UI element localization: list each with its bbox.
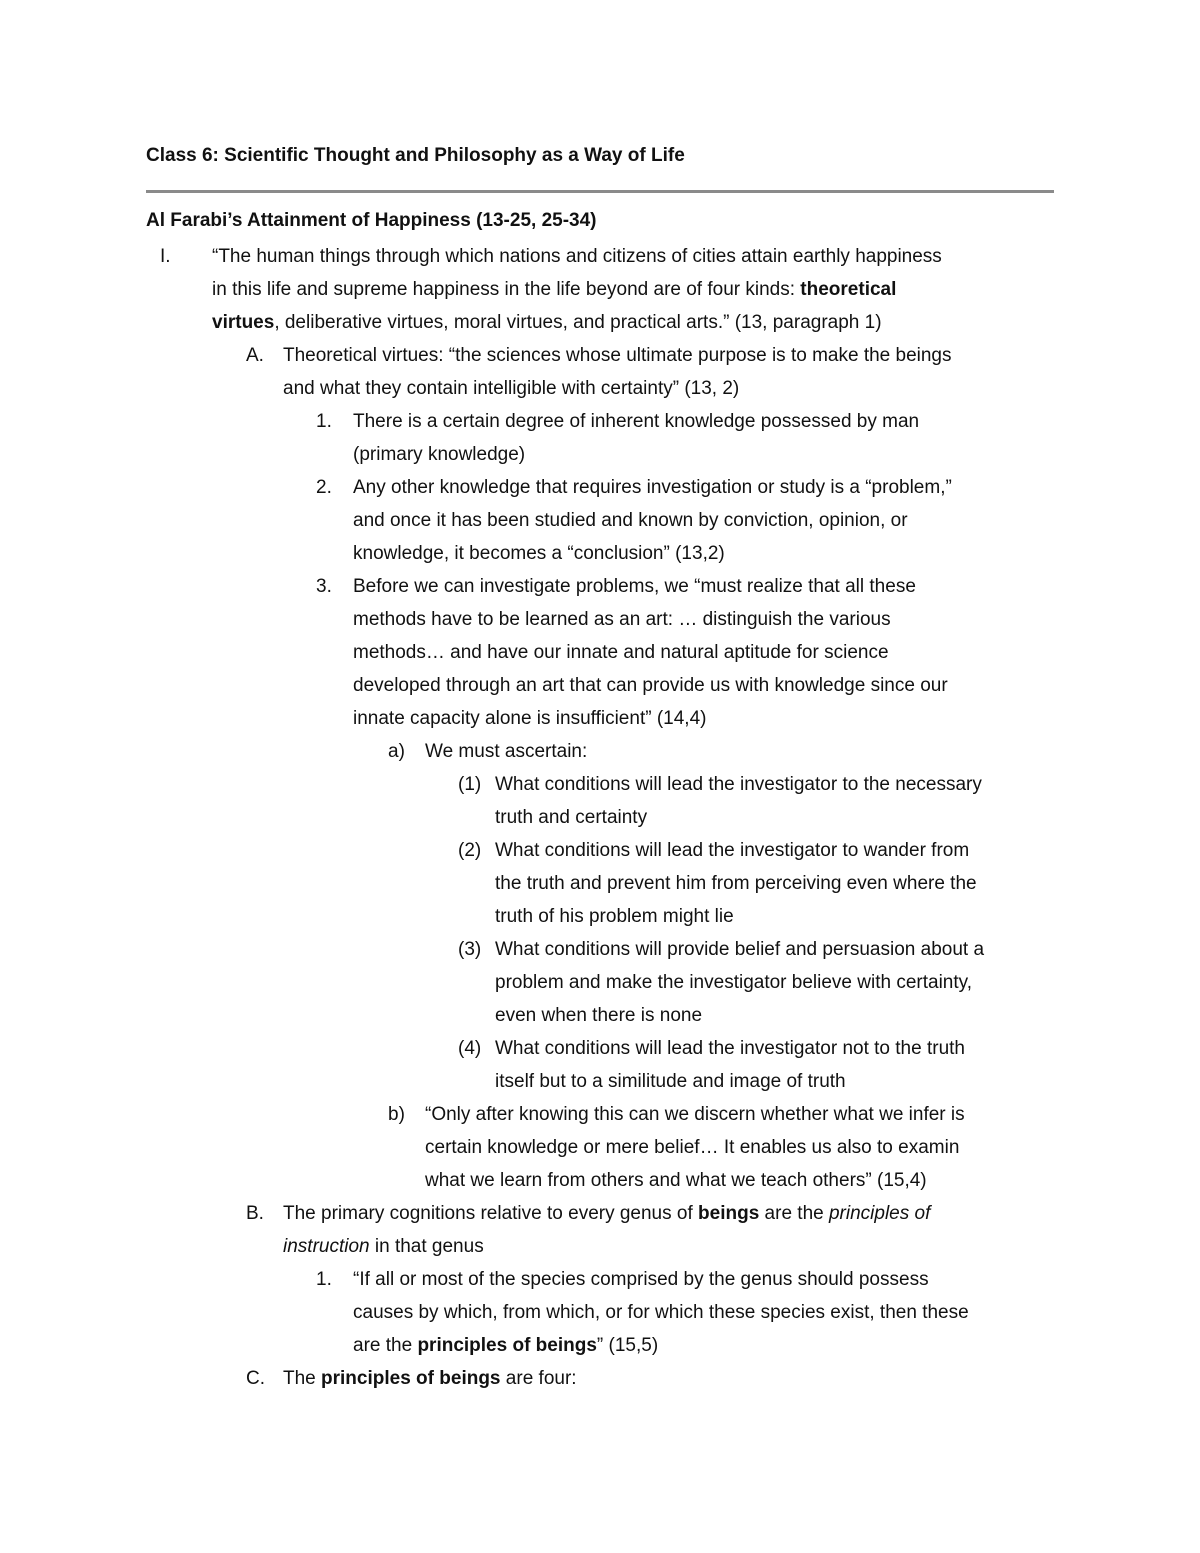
- outline-marker-A: A.: [246, 345, 264, 366]
- outline-A-line-1: Theoretical virtues: “the sciences whose ultimate purpose is to make the beings: [283, 345, 952, 366]
- text-run: , deliberative virtues, moral virtues, and practical arts.” (13, paragraph 1): [274, 312, 882, 333]
- outline-A1-line-1: There is a certain degree of inherent knowledge possessed by man: [353, 411, 920, 432]
- outline-A2-line-3: knowledge, it becomes a “conclusion” (13,2): [353, 543, 725, 564]
- italic-term: instruction: [283, 1236, 370, 1257]
- outline-a4-line-1: What conditions will lead the investigator not to the truth: [495, 1038, 965, 1059]
- outline-marker-A2: 2.: [316, 477, 332, 498]
- bold-term: principles of beings: [321, 1368, 501, 1389]
- outline-A3-line-3: methods… and have our innate and natural aptitude for science: [353, 642, 889, 663]
- outline-marker-B: B.: [246, 1203, 264, 1224]
- text-run: The: [283, 1368, 322, 1389]
- outline-I-line-2: [212, 273, 896, 306]
- outline-marker-C: C.: [246, 1368, 265, 1389]
- text-run: are four:: [500, 1368, 577, 1389]
- outline-marker-A3: 3.: [316, 576, 332, 597]
- bold-term: virtues: [212, 312, 275, 333]
- outline-A3-line-5: innate capacity alone is insufficient” (14,4): [353, 708, 707, 729]
- text-run: are the: [759, 1203, 829, 1224]
- outline-B-line-1: [283, 1197, 930, 1230]
- text-run: are the: [353, 1335, 418, 1356]
- bold-term: beings: [698, 1203, 760, 1224]
- outline-a3-line-1: What conditions will provide belief and persuasion about a: [495, 939, 985, 960]
- outline-marker-a4: (4): [458, 1038, 482, 1059]
- outline-A3-line-2: methods have to be learned as an art: … distinguish the various: [353, 609, 891, 630]
- outline-marker-a3: (3): [458, 939, 482, 960]
- outline-B1-line-2: causes by which, from which, or for which these species exist, then these: [353, 1302, 969, 1323]
- outline-a3-line-2: problem and make the investigator believe with certainty,: [495, 972, 973, 993]
- outline-I-line-3: [212, 306, 882, 339]
- outline-B1-line-3: [353, 1329, 658, 1362]
- horizontal-divider: [146, 190, 1054, 193]
- outline-marker-b: b): [388, 1104, 405, 1125]
- italic-term: principles of: [828, 1203, 931, 1224]
- text-run: The primary cognitions relative to every genus of: [283, 1203, 699, 1224]
- outline-A3-line-1: Before we can investigate problems, we “must realize that all these: [353, 576, 916, 597]
- outline-a-line-1: We must ascertain:: [425, 741, 588, 762]
- outline-a3-line-3: even when there is none: [495, 1005, 703, 1026]
- outline-marker-B1: 1.: [316, 1269, 332, 1290]
- outline-a2-line-3: truth of his problem might lie: [495, 906, 734, 927]
- outline-a2-line-2: the truth and prevent him from perceiving even where the: [495, 873, 977, 894]
- outline-marker-a2: (2): [458, 840, 482, 861]
- bold-term: theoretical: [800, 279, 897, 300]
- outline-marker-I: I.: [160, 246, 171, 267]
- outline-a4-line-2: itself but to a similitude and image of truth: [495, 1071, 846, 1092]
- text-run: ” (15,5): [596, 1335, 659, 1356]
- outline-C-line-1: [283, 1362, 577, 1395]
- outline-b-line-2: certain knowledge or mere belief… It enables us also to examin: [425, 1137, 960, 1158]
- outline-b-line-1: “Only after knowing this can we discern whether what we infer is: [425, 1104, 965, 1125]
- outline-marker-a: a): [388, 741, 405, 762]
- outline-B-line-2: [283, 1230, 484, 1263]
- outline-A3-line-4: developed through an art that can provide us with knowledge since our: [353, 675, 948, 696]
- outline-b-line-3: what we learn from others and what we teach others” (15,4): [425, 1170, 927, 1191]
- text-run: in this life and supreme happiness in the life beyond are of four kinds:: [212, 279, 801, 300]
- outline-a2-line-1: What conditions will lead the investigator to wander from: [495, 840, 970, 861]
- outline-A2-line-2: and once it has been studied and known by conviction, opinion, or: [353, 510, 908, 531]
- outline-marker-A1: 1.: [316, 411, 332, 432]
- page-title: Class 6: Scientific Thought and Philosophy as a Way of Life: [146, 145, 685, 166]
- bold-term: principles of beings: [417, 1335, 597, 1356]
- outline-marker-a1: (1): [458, 774, 482, 795]
- outline-B1-line-1: “If all or most of the species comprised by the genus should possess: [353, 1269, 929, 1290]
- outline-A1-line-2: (primary knowledge): [353, 444, 526, 465]
- outline-I-line-1: “The human things through which nations and citizens of cities attain earthly happiness: [212, 246, 942, 267]
- outline-A-line-2: and what they contain intelligible with certainty” (13, 2): [283, 378, 740, 399]
- outline-a1-line-2: truth and certainty: [495, 807, 648, 828]
- outline-A2-line-1: Any other knowledge that requires investigation or study is a “problem,”: [353, 477, 952, 498]
- section-heading: Al Farabi’s Attainment of Happiness (13-25, 25-34): [146, 210, 597, 231]
- outline-a1-line-1: What conditions will lead the investigator to the necessary: [495, 774, 982, 795]
- text-run: in that genus: [369, 1236, 484, 1257]
